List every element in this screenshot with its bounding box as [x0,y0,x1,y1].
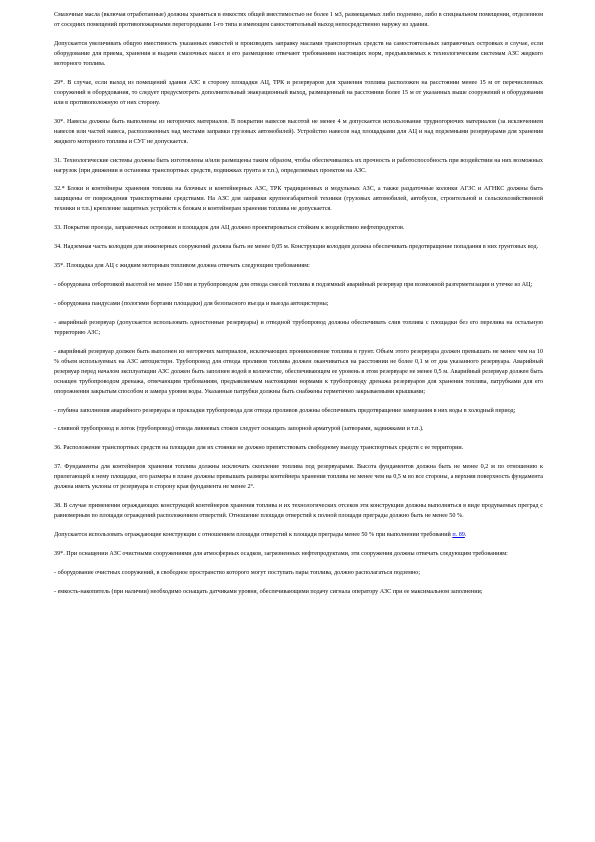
paragraph-38-exception [54,530,543,540]
paragraph-39: 39*. При оснащении АЗС очистными сооружениями для атмосферных осадков, загрязненных нефтепродуктами, эти сооружения должны отвечать следующим требованиям: [54,550,508,557]
paragraph-29: 29*. В случае, если выход из помещений здания АЗС в сторону площадки АЦ, ТРК и резервуаров для хранения топлива расположен на расстоянии менее 15 м от перечисленных сооружений и оборудования, то следует предусмотреть дополнительный эвакуационный выход, размещенный на расстоянии более 15 м от указанных выше сооружений и оборудования или в противоположную от них сторону. [54,79,543,106]
paragraph-37: 37. Фундаменты для контейнеров хранения топлива должны исключать скопление топлива под резервуарами. Высота фундаментов должна быть не менее 0,2 м по отношению к прилегающей к нему площадке, его размеры в плане должны превышать размеры контейнера хранения топлива не менее чем на 0,5 м во все стороны, а верхняя поверхность фундамента должна иметь уклоны от резервуара в сторону края фундамента не менее 2°. [54,464,543,491]
link-p89[interactable]: п. 89 [452,532,465,539]
list-item-35-4: - аварийный резервуар должен быть выполнен из негорючих материалов, исключающих проникновение топлива в грунт. Объем этого резервуара должен превышать не менее чем на 10 % объем используемых на АЗС автоцистерн. Трубопровод для отвода проливов топлива должен оканчиваться на расстоянии не более 0,1 м от дна указанного резервуара. Аварийный резервуар перед началом эксплуатации АЗС должен быть заполнен водой в количестве, обеспечивающем ее уровень в этом резервуаре не менее 0,5 м. Аварийный резервуар должен быть оснащен трубопроводом дренажа, отвечающим требованиям, предъявляемым настоящими нормами к трубопроводу дренажа резервуаров для хранения топлива, патрубками для его опорожнения закрытым способом и замера уровня воды. Указанные патрубки должны быть снабжены герметично закрываемыми крышками; [54,348,543,395]
paragraph-lubricating-oils: Смазочные масла (включая отработанные) должны храниться в емкостях общей вместимостью не более 1 м3, размещаемых либо подземно, либо в специальном помещении, отделенном от соседних помещений противопожарными перегородками 1-го типа и имеющем самостоятельный выход непосредственно наружу из здания. [54,12,543,28]
document-page [54,10,543,606]
paragraph-38: 38. В случае применения ограждающих конструкций контейнеров хранения топлива и их технологических отсеков эти конструкции должны выполняться в виде продуваемых преград с равномерным по площади ограждений расположением отверстий. Отношение площади отверстий к полной площади преграды должно быть не менее 50 %. [54,503,543,520]
list-item-35-5: - глубина заполнения аварийного резервуара и прокладки трубопровода для отвода проливов должны обеспечивать предотвращение замерзания в них воды в холодный период; [54,407,516,414]
paragraph-oil-volume: Допускается увеличивать общую вместимость указанных емкостей и производить заправку маслами транспортных средств на самостоятельных заправочных островках в случае, если оборудование для приема, хранения и выдачи смазочных масел и его размещение отвечают требованиям настоящих норм, предъявляемых к технологическим системам АЗС жидкого моторного топлива. [54,40,543,67]
list-item-35-1: - оборудована отбортовкой высотой не менее 150 мм и трубопроводом для отвода смесей топлива в подземный аварийный резервуар при возможной разгерметизации и утечке из АЦ; [54,282,533,289]
paragraph-31: 31. Технологические системы должны быть изготовлены и/или размещены таким образом, чтобы обеспечивались их прочность и работоспособность при воздействии на них возможных нагрузок (при движении и остановке транспортных средств, подвижках грунта и т.п.), определяемых проектом на АЗС. [54,157,543,174]
paragraph-33: 33. Покрытие проезда, заправочных островков и площадок для АЦ должно проектироваться стойким к воздействию нефтепродуктов. [54,225,405,232]
list-item-39-2: - емкость-накопитель (при наличии) необходимо оснащать датчиками уровня, обеспечивающими подачу сигнала оператору АЗС при ее максимальном заполнении; [54,588,483,595]
paragraph-38-exception-suffix: . [464,532,467,539]
list-item-35-2: - оборудована пандусами (пологими бортами площадки) для безопасного въезда и выезда автоцистерны; [54,300,329,307]
paragraph-38-exception-text: Допускается использовать ограждающие конструкции с отношением площади отверстий к площади преграды менее 50 % при выполнении требований [54,532,451,539]
paragraph-36: 36. Расположение транспортных средств на площадке для их стоянки не должно препятствовать свободному выезду транспортных средств с ее территории. [54,445,464,452]
paragraph-32: 32.* Блоки и контейнеры хранения топлива на блочных и контейнерных АЗС, ТРК традиционных и модульных АЗС, а также раздаточные колонки АГЗС и АГНКС должны быть защищены от повреждения транспортными средствами. На АЗС для заправки крупногабаритной техники (грузовых автомобилей, автобусов, строительной и сельскохозяйственной техники и т.п.) крепление защитных устройств к блокам и контейнерам хранения топлива не допускается. [54,186,543,213]
list-item-35-6: - сливной трубопровод и лоток (трубопровод) отвода ливневых стоков следует оснащать запорной арматурой (затворами, задвижками и т.п.). [54,426,424,433]
paragraph-35: 35*. Площадка для АЦ с жидким моторным топливом должна отвечать следующим требованиям: [54,263,310,270]
paragraph-34: 34. Надземная часть колодцев для инженерных сооружений должна быть не менее 0,05 м. Конструкция колодцев должна обеспечивать предотвращение попадания в них грунтовых вод. [54,244,539,251]
list-item-35-3: - аварийный резервуар (допускается использовать одностенные резервуары) и отводной трубопровод должны обеспечивать слив топлива с площадки без его перелива на остальную территорию АЗС; [54,319,543,336]
paragraph-30: 30*. Навесы должны быть выполнены из негорючих материалов. В покрытии навесов высотой не менее 4 м допускается использование трудногорючих материалов (за исключением навесов или частей навеса, расположенных над местами заправки грузовых автомобилей). Устройство навесов над площадками для АЦ и над подземными резервуарами для хранения жидкого моторного топлива и СУГ не допускается. [54,118,543,145]
list-item-39-1: - оборудование очистных сооружений, в свободное пространство которого могут поступать пары топлива, должно располагаться подземно; [54,569,421,576]
